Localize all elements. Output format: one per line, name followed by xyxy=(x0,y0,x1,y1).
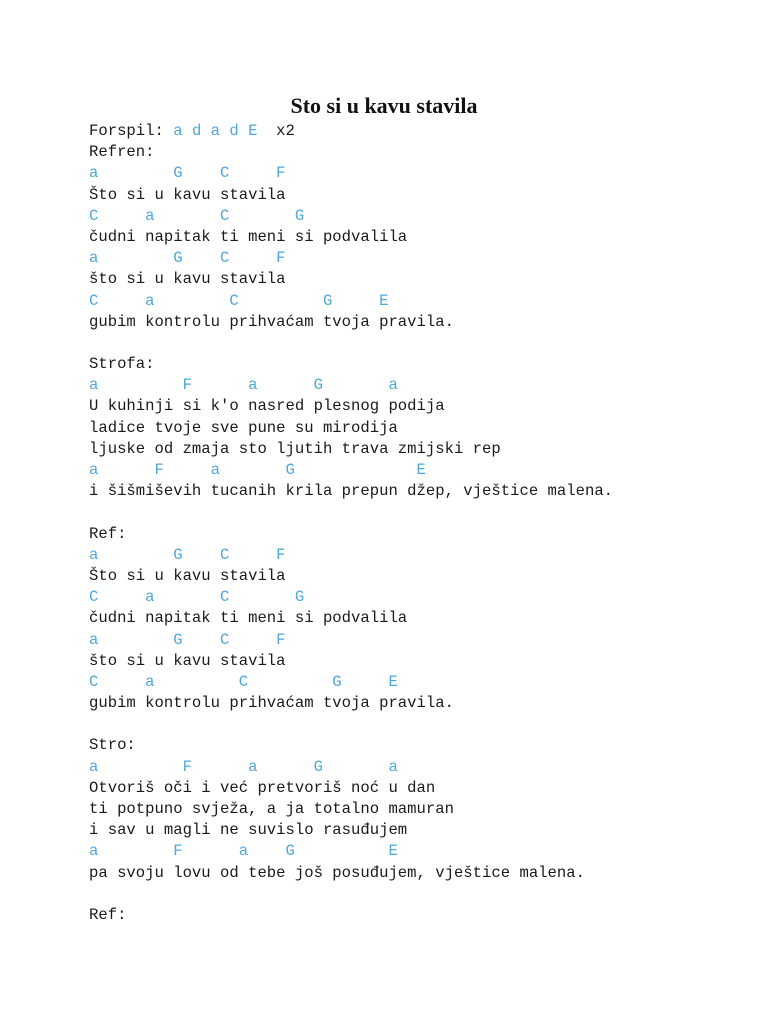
lyric-line: Što si u kavu stavila xyxy=(89,185,286,204)
lyric-line: ladice tvoje sve pune su mirodija xyxy=(89,418,398,437)
chord-text: C a C G E xyxy=(89,672,398,691)
lyric-line: Ref: xyxy=(89,905,127,924)
chord-text: C a C G xyxy=(89,588,305,607)
lyric-line: Strofa: xyxy=(89,355,155,374)
blank-line xyxy=(89,333,749,354)
chord-line xyxy=(89,460,749,481)
lyric-line: U kuhinji si k'o nasred plesnog podija xyxy=(89,397,445,416)
lyric-line: Refren: xyxy=(89,143,155,162)
lyric-text: Forspil: xyxy=(89,122,174,140)
lyric-line: Što si u kavu stavila xyxy=(89,566,286,585)
lyric-line: što si u kavu stavila xyxy=(89,651,286,670)
lyric-line: gubim kontrolu prihvaćam tvoja pravila. xyxy=(89,312,454,331)
chord-line xyxy=(89,545,749,566)
chord-line xyxy=(89,757,749,778)
chord-text: C a C G E xyxy=(89,291,389,310)
lyric-line: ti potpuno svježa, a ja totalno mamuran xyxy=(89,800,454,818)
chord-line xyxy=(89,248,749,269)
chord-text: a G C F xyxy=(89,545,286,564)
lyric-line: čudni napitak ti meni si podvalila xyxy=(89,609,408,628)
lyric-line: Stro: xyxy=(89,736,136,755)
chord-text: a G C F xyxy=(89,164,286,183)
chord-text: a G C F xyxy=(89,630,286,649)
chord-text: a F a G a xyxy=(89,757,398,776)
chord-line xyxy=(89,841,749,862)
lyric-line: Otvoriš oči i već pretvoriš noć u dan xyxy=(89,778,436,797)
song-title: Sto si u kavu stavila xyxy=(290,93,478,118)
chord-text: a F a G a xyxy=(89,376,398,395)
lyric-line: i šišmiševih tucanih krila prepun džep, vještice malena. xyxy=(89,482,614,501)
intro-line xyxy=(89,121,749,142)
blank-line xyxy=(89,714,749,735)
lyric-line: gubim kontrolu prihvaćam tvoja pravila. xyxy=(89,694,454,713)
chord-line xyxy=(89,587,749,608)
lyric-line: Ref: xyxy=(89,524,127,543)
chord-line xyxy=(89,672,749,693)
chord-line xyxy=(89,163,749,184)
chord-text: a G C F xyxy=(89,249,286,268)
lyric-line: što si u kavu stavila xyxy=(89,270,286,289)
chord-line xyxy=(89,291,749,312)
chord-text: a F a G E xyxy=(89,842,398,861)
chord-text: a d a d E xyxy=(173,122,258,140)
lyric-line: ljuske od zmaja sto ljutih trava zmijski rep xyxy=(89,439,501,458)
lyric-text: x2 xyxy=(257,122,295,140)
lyric-line: i sav u magli ne suvislo rasuđujem xyxy=(89,821,408,840)
chord-text: a F a G E xyxy=(89,461,426,479)
chord-line xyxy=(89,206,749,227)
chord-line xyxy=(89,630,749,651)
song-body xyxy=(89,121,749,926)
lyric-line: čudni napitak ti meni si podvalila xyxy=(89,227,408,246)
lyric-line: pa svoju lovu od tebe još posuđujem, vještice malena. xyxy=(89,863,585,882)
blank-line xyxy=(89,502,749,523)
chord-line xyxy=(89,375,749,396)
blank-line xyxy=(89,884,749,905)
chord-text: C a C G xyxy=(89,206,305,225)
